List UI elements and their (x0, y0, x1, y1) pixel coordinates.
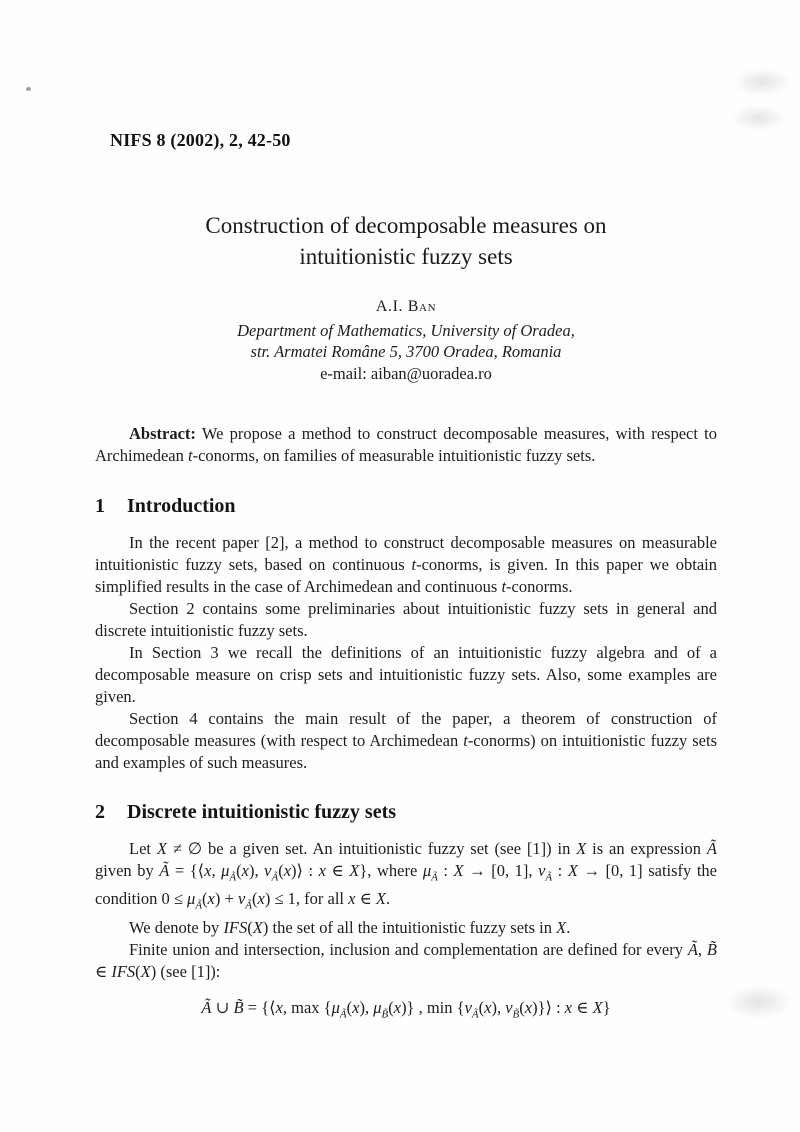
abstract-text: We propose a method to construct decomposable measures, with respect to Archimedean t-conorms, on families of measurable intuitionistic fuzzy sets. (95, 424, 717, 465)
section-2-heading (95, 801, 717, 824)
scan-speck (26, 87, 31, 91)
section-2-title: Discrete intuitionistic fuzzy sets (127, 801, 397, 823)
scan-smudge-bottom-right (724, 985, 794, 1019)
paragraph: Let X ≠ ∅ be a given set. An intuitionistic fuzzy set (see [1]) in X is an expression Ã given by Ã = {⟨x, $\mu_Ã(x)$, $\nu_Ã(x)⟩$ : x ∈ X}, where $\mu_Ã$ : X → [0, 1], $\nu_Ã$ : X → [0, 1] satisfy the condition $0 \le \mu_Ã(x) + \nu_Ã(x) \le 1$, for all x ∈ X. (95, 839, 717, 912)
paper-title-line2: intuitionistic fuzzy sets (299, 244, 513, 269)
paragraph: We denote by IFS(X) the set of all the intuitionistic fuzzy sets in X. (129, 917, 571, 937)
scan-smudge-top-right-1 (732, 68, 792, 96)
section-1-number: 1 (95, 495, 105, 517)
paragraph: Section 2 contains some preliminaries about intuitionistic fuzzy sets in general and discrete intuitionistic fuzzy sets. (95, 599, 717, 640)
paragraph: In the recent paper [2], a method to construct decomposable measures on measurable intuitionistic fuzzy sets, based on continuous t-conorms, is given. In this paper we obtain simplified results in the case of Archimedean and continuous t-conorms. (95, 533, 717, 596)
author-affiliation-line2: str. Armatei Române 5, 3700 Oradea, Romania (250, 342, 562, 361)
paper-title-line1: Construction of decomposable measures on (205, 213, 607, 238)
paragraph: Section 4 contains the main result of the paper, a theorem of construction of decomposable measures (with respect to Archimedean t-conorms) on intuitionistic fuzzy sets and examples of such measures. (95, 709, 717, 772)
abstract (95, 423, 717, 467)
union-definition-equation: Ã ∪ B̃ = {⟨x, $\max \{\mu_Ã(x)$, $\mu_{B̃}(x)$} , $\min \{\nu_Ã(x)$, $\nu_{B̃}(x)\}⟩$ : x ∈ X} (201, 997, 611, 1020)
paper-content (95, 210, 717, 1025)
scan-smudge-top-right-2 (731, 105, 786, 131)
section-1-title: Introduction (127, 495, 236, 517)
author-affiliation-line1: Department of Mathematics, University of Oradea, (237, 321, 575, 340)
section-1-body (95, 532, 717, 774)
author-email: e-mail: aiban@uoradea.ro (320, 364, 492, 383)
abstract-label: Abstract: (129, 424, 196, 443)
paragraph: Finite union and intersection, inclusion and complementation are defined for every Ã, B̃ ∈ IFS(X) (see [1]): (95, 939, 717, 981)
journal-citation: NIFS 8 (2002), 2, 42-50 (110, 130, 291, 150)
author-block (95, 298, 717, 385)
section-1-heading (95, 495, 717, 518)
paper-title (95, 210, 717, 272)
section-2-number: 2 (95, 801, 105, 823)
paragraph: In Section 3 we recall the definitions of an intuitionistic fuzzy algebra and of a decomposable measure on crisp sets and intuitionistic fuzzy sets. Also, some examples are given. (95, 643, 717, 706)
author-name: A.I. Ban (375, 298, 437, 315)
abstract-paragraph (95, 423, 717, 467)
section-2-body (95, 838, 717, 1025)
